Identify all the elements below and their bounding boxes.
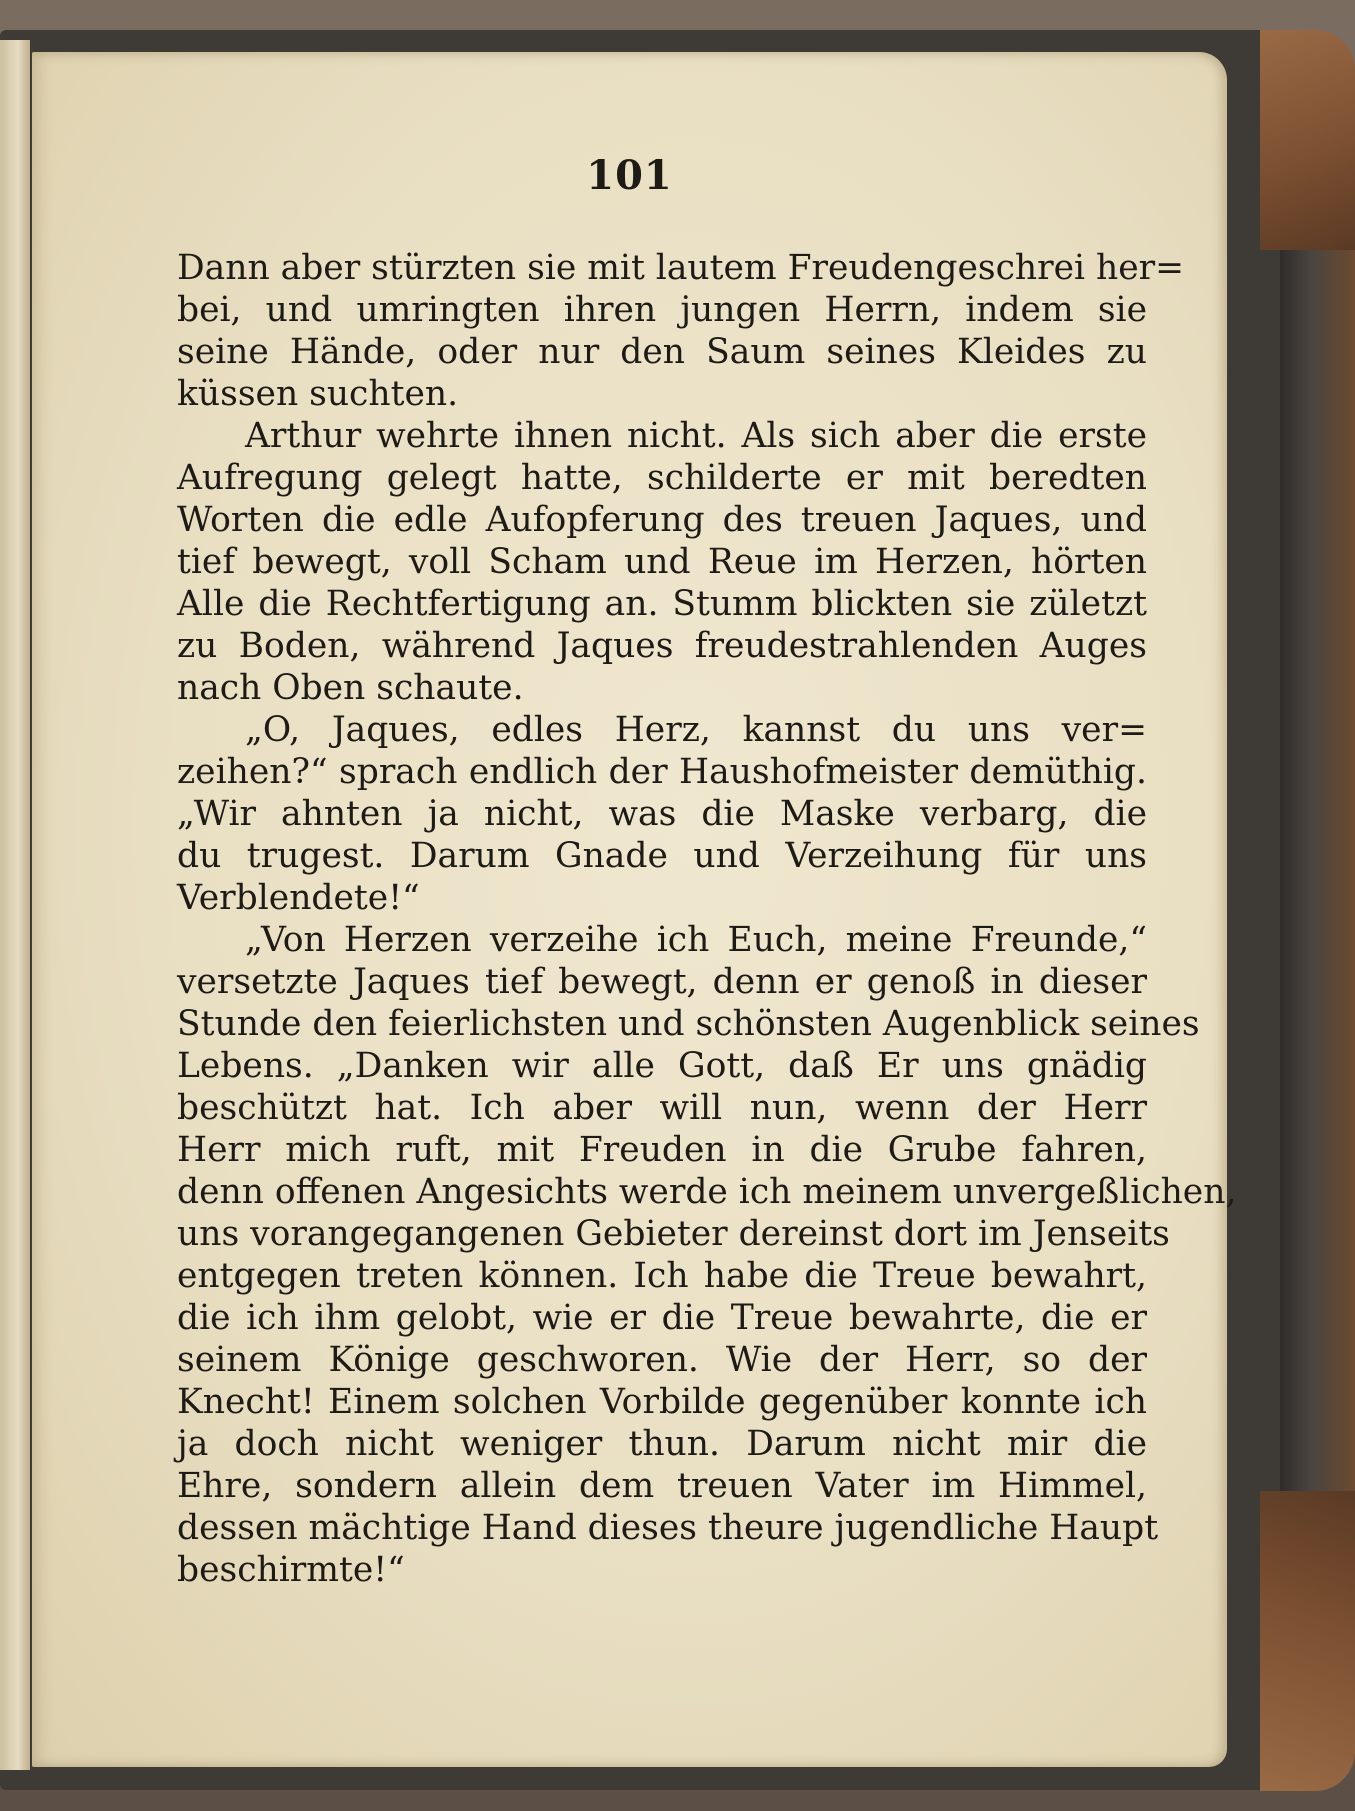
text-line: tief bewegt, voll Scham und Reue im Herzen, hörten: [177, 542, 1147, 582]
text-line: Alle die Rechtfertigung an. Stumm blickten sie zületzt: [177, 584, 1147, 624]
text-line: denn offenen Angesichts werde ich meinem unvergeßlichen,: [177, 1172, 1237, 1212]
text-line: Knecht! Einem solchen Vorbilde gegenüber konnte ich: [177, 1382, 1147, 1422]
text-line: ja doch nicht weniger thun. Darum nicht mir die: [177, 1424, 1147, 1464]
text-line: Stunde den feierlichsten und schönsten Augenblick seines: [177, 1004, 1200, 1044]
text-line: bei, und umringten ihren jungen Herrn, indem sie: [177, 290, 1147, 330]
text-line: versetzte Jaques tief bewegt, denn er genoß in dieser: [177, 962, 1147, 1002]
text-line: Lebens. „Danken wir alle Gott, daß Er uns gnädig: [177, 1046, 1147, 1086]
text-line: seine Hände, oder nur den Saum seines Kleides zu: [177, 332, 1147, 372]
text-line: zu Boden, während Jaques freudestrahlenden Auges: [177, 626, 1147, 666]
text-line: „Wir ahnten ja nicht, was die Maske verbarg, die: [177, 794, 1147, 834]
text-line: zeihen?“ sprach endlich der Haushofmeister demüthig.: [177, 752, 1147, 792]
page-number: 101: [586, 152, 673, 199]
text-line: die ich ihm gelobt, wie er die Treue bewahrte, die er: [177, 1298, 1147, 1338]
text-line: Aufregung gelegt hatte, schilderte er mit beredten: [177, 458, 1147, 498]
previous-page-edge: [0, 40, 30, 1770]
cover-spine-edge: [1280, 60, 1355, 1740]
leather-corner-bottom: [1260, 1491, 1355, 1791]
text-line: seinem Könige geschworen. Wie der Herr, so der: [177, 1340, 1147, 1380]
book-page: [32, 52, 1237, 1767]
text-line: „Von Herzen verzeihe ich Euch, meine Freunde,“: [245, 920, 1147, 960]
text-line: küssen suchten.: [177, 374, 459, 414]
text-line: beschirmte!“: [177, 1550, 405, 1590]
text-line: „O, Jaques, edles Herz, kannst du uns ver=: [245, 710, 1147, 750]
text-line: Worten die edle Aufopferung des treuen Jaques, und: [177, 500, 1147, 540]
leather-corner-top: [1260, 30, 1355, 250]
text-line: Ehre, sondern allein dem treuen Vater im Himmel,: [177, 1466, 1147, 1506]
text-line: dessen mächtige Hand dieses theure jugendliche Haupt: [177, 1508, 1159, 1548]
text-line: uns vorangegangenen Gebieter dereinst dort im Jenseits: [177, 1214, 1170, 1254]
text-line: beschützt hat. Ich aber will nun, wenn der Herr: [177, 1088, 1147, 1128]
text-line: Herr mich ruft, mit Freuden in die Grube fahren,: [177, 1130, 1147, 1170]
page-text: [177, 247, 1237, 1591]
text-line: Arthur wehrte ihnen nicht. Als sich aber die erste: [245, 416, 1147, 456]
text-line: nach Oben schaute.: [177, 668, 524, 708]
text-line: Dann aber stürzten sie mit lautem Freudengeschrei her=: [177, 248, 1185, 288]
text-line: du trugest. Darum Gnade und Verzeihung für uns: [177, 836, 1147, 876]
text-line: Verblendete!“: [177, 878, 420, 918]
text-line: entgegen treten können. Ich habe die Treue bewahrt,: [177, 1256, 1147, 1296]
